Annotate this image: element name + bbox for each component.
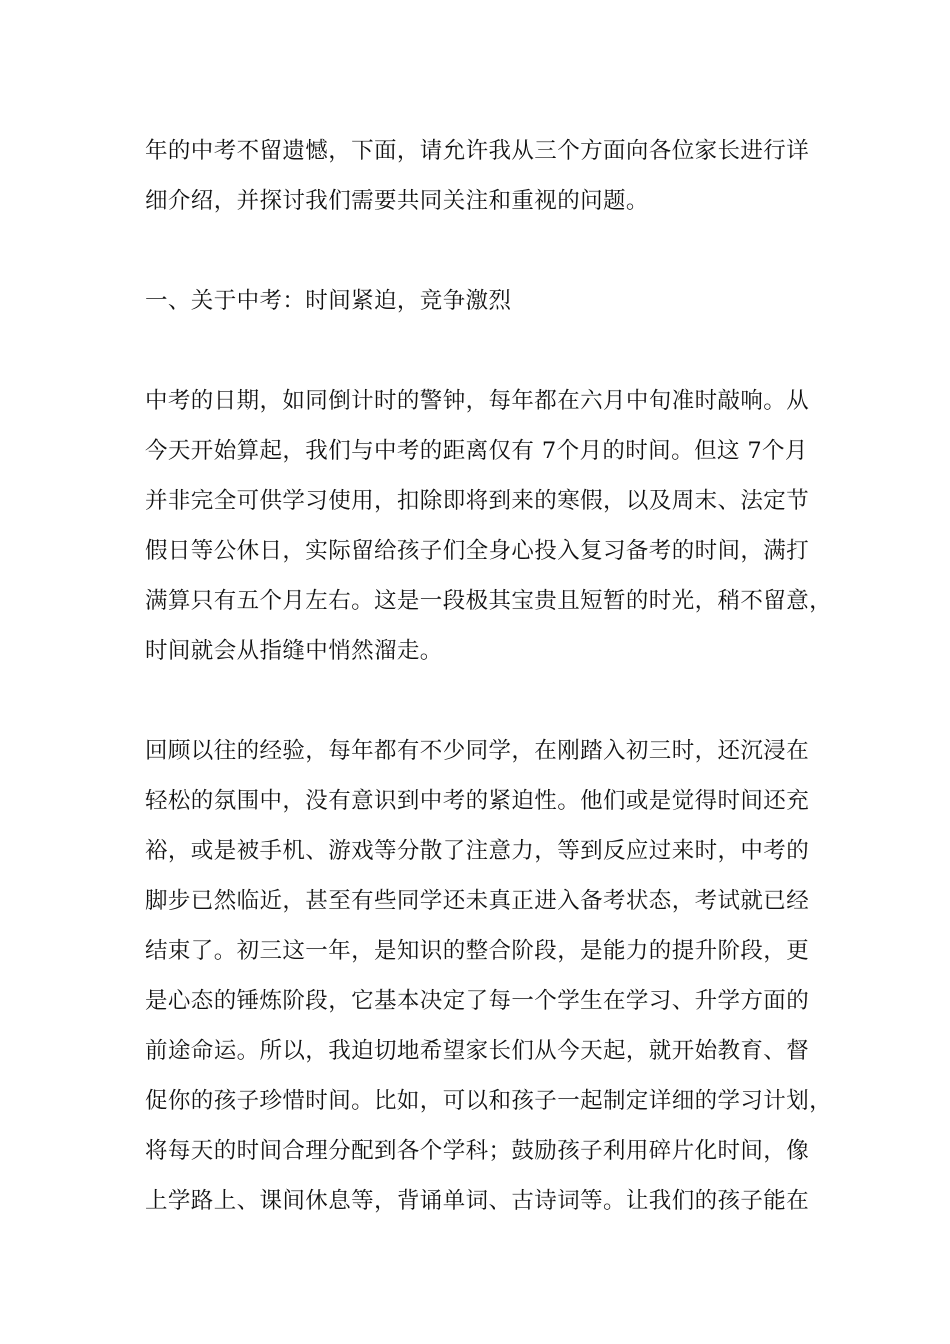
text-line: 裕，或是被手机、游戏等分散了注意力，等到反应过来时，中考的 <box>145 838 810 864</box>
text-line: 假日等公休日，实际留给孩子们全身心投入复习备考的时间，满打 <box>145 538 810 564</box>
text-line: 脚步已然临近，甚至有些同学还未真正进入备考状态，考试就已经 <box>145 888 810 914</box>
text-line: 回顾以往的经验，每年都有不少同学，在刚踏入初三时，还沉浸在 <box>145 738 810 764</box>
text-line: 今天开始算起，我们与中考的距离仅有 7个月的时间。但这 7个月 <box>145 438 808 464</box>
text-line: 结束了。初三这一年，是知识的整合阶段，是能力的提升阶段，更 <box>145 938 810 964</box>
text-line: 并非完全可供学习使用，扣除即将到来的寒假，以及周末、法定节 <box>145 488 810 514</box>
text-line: 细介绍，并探讨我们需要共同关注和重视的问题。 <box>145 188 649 214</box>
section-heading: 一、关于中考：时间紧迫，竞争激烈 <box>145 288 512 314</box>
text-line: 满算只有五个月左右。这是一段极其宝贵且短暂的时光，稍不留意， <box>145 588 833 614</box>
text-line: 将每天的时间合理分配到各个学科；鼓励孩子利用碎片化时间，像 <box>145 1138 810 1164</box>
text-line: 轻松的氛围中，没有意识到中考的紧迫性。他们或是觉得时间还充 <box>145 788 810 814</box>
text-line: 年的中考不留遗憾，下面，请允许我从三个方面向各位家长进行详 <box>145 138 810 164</box>
text-line: 前途命运。所以，我迫切地希望家长们从今天起，就开始教育、督 <box>145 1038 810 1064</box>
text-line: 上学路上、课间休息等，背诵单词、古诗词等。让我们的孩子能在 <box>145 1188 810 1214</box>
text-line: 促你的孩子珍惜时间。比如，可以和孩子一起制定详细的学习计划， <box>145 1088 833 1114</box>
text-line: 是心态的锤炼阶段，它基本决定了每一个学生在学习、升学方面的 <box>145 988 810 1014</box>
text-line: 时间就会从指缝中悄然溜走。 <box>145 638 443 664</box>
text-line: 中考的日期，如同倒计时的警钟，每年都在六月中旬准时敲响。从 <box>145 388 810 414</box>
